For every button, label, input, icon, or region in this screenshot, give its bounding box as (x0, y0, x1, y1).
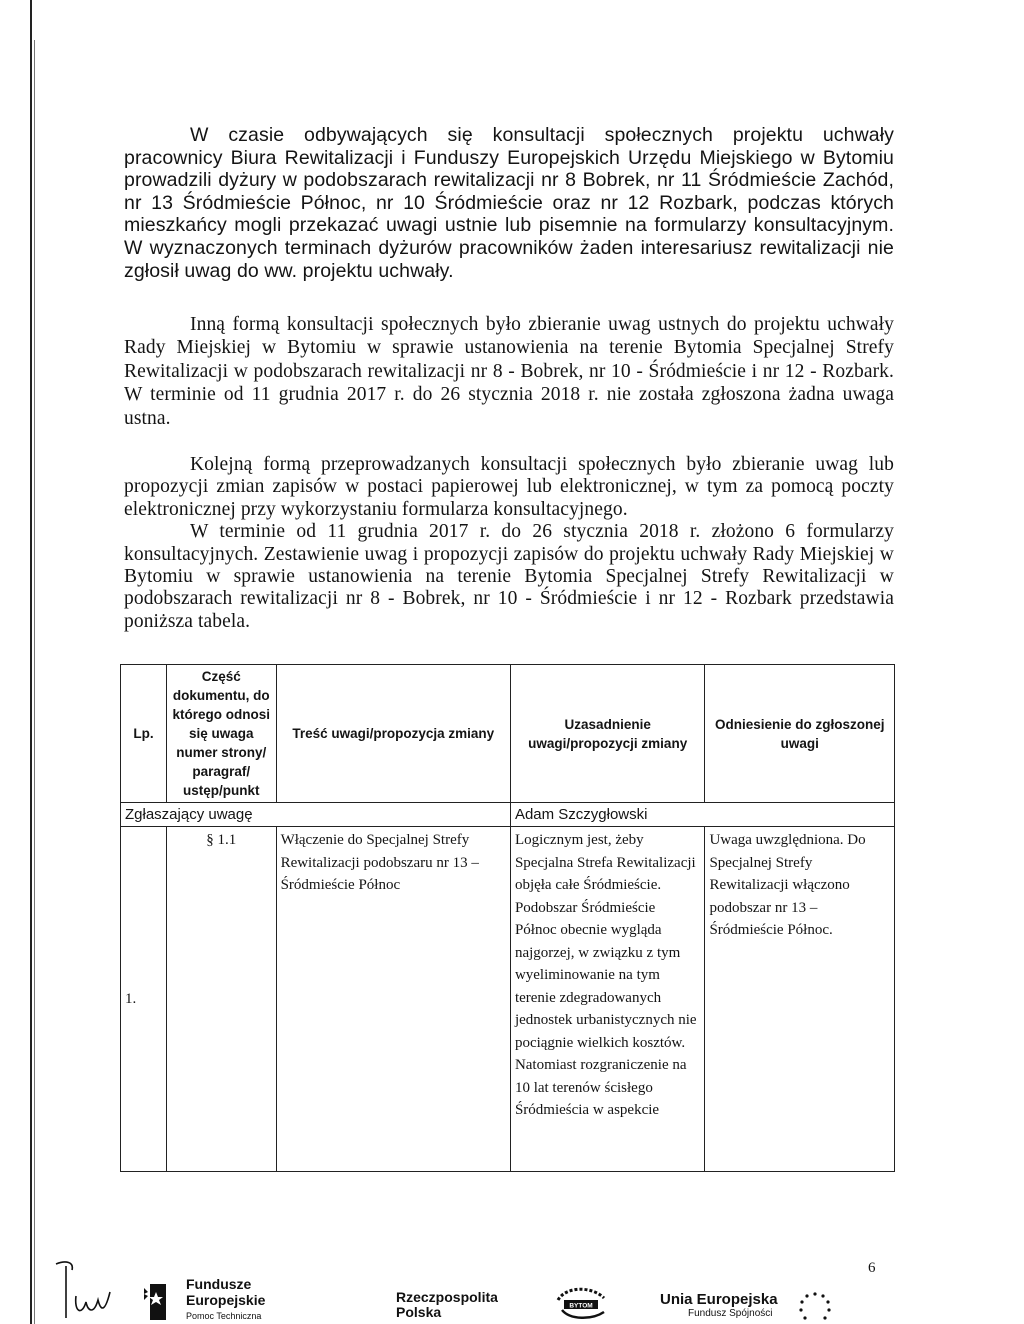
row-remark-content: Włączenie do Specjalnej Strefy Rewitalizacji podobszaru nr 13 – Śródmieście Północ (276, 827, 510, 1172)
submitter-name: Adam Szczygłowski (510, 803, 894, 827)
fe-star-icon (142, 1280, 170, 1320)
paragraph-dyzury (124, 124, 894, 282)
paragraph-uwagi-ustne (124, 313, 894, 430)
header-reference: Odniesienie do zgłoszonej uwagi (705, 665, 895, 803)
paragraph-text: Kolejną formą przeprowadzanych konsultacji społecznych było zbieranie uwag lub propozycji zmian zapisów w postaci papierowej lub elektronicznej, w tym za pomocą poczty elektronicznej przy wykorzystaniu formularza konsultacyjnego. (124, 454, 894, 520)
row-justification: Logicznym jest, żeby Specjalna Strefa Rewitalizacji objęła całe Śródmieście. Podobszar Śródmieście Północ obecnie wygląda najgorzej, w związku z tym wyeliminowanie na tym terenie zdegradowanych jednostek urbanistycznych nie pociągnie wielkich kosztów. Natomiast rozgraniczenie na 10 lat terenów ścisłego Śródmieścia w aspekcie (510, 827, 705, 1172)
bytom-crest-icon (552, 1284, 622, 1324)
handwritten-signature (52, 1256, 130, 1322)
logo-rzeczpospolita (396, 1290, 498, 1320)
paragraph-text: Inną formą konsultacji społecznych było zbieranie uwag ustnych do projektu uchwały Rady Miejskiej w Bytomiu w sprawie ustanowienia na terenie Bytomia Specjalnej Strefy Rewitalizacji w podobszarach rewitalizacji nr 8 - Bobrek, nr 10 - Śródmieście i nr 12 - Rozbark. W terminie od 11 grudnia 2017 r. do 26 stycznia 2018 r. nie została zgłoszona żadna uwaga ustna. (124, 314, 894, 429)
table-header-row (121, 665, 895, 803)
row-document-part: § 1.1 (167, 827, 277, 1172)
fe-line2: Europejskie (186, 1292, 266, 1308)
rp-line1: Rzeczpospolita (396, 1289, 498, 1305)
ue-line1: Unia Europejska (660, 1291, 778, 1308)
submitter-label: Zgłaszający uwagę (121, 803, 511, 827)
header-lp: Lp. (121, 665, 167, 803)
paragraph-formularze (124, 454, 894, 633)
page-number: 6 (868, 1260, 876, 1276)
submitter-row (121, 803, 895, 827)
eu-stars-icon (790, 1290, 840, 1324)
fe-line1: Fundusze (186, 1276, 252, 1292)
header-remark-content: Treść uwagi/propozycja zmiany (276, 665, 510, 803)
scan-edge-line-secondary (34, 40, 35, 1324)
header-justification: Uzasadnienie uwagi/propozycji zmiany (510, 665, 705, 803)
header-document-part: Część dokumentu, do którego odnosi się uwaga numer strony/ paragraf/ ustęp/punkt (167, 665, 277, 803)
ue-line2: Fundusz Spójności (688, 1308, 773, 1319)
table-row (121, 827, 895, 1172)
rp-line2: Polska (396, 1304, 442, 1320)
paragraph-text: W czasie odbywających się konsultacji społecznych projektu uchwały pracownicy Biura Rewitalizacji i Funduszy Europejskich Urzędu Miejskiego w Bytomiu prowadzili dyżury w podobszarach rewitalizacji nr 8 Bobrek, nr 11 Śródmieście Zachód, nr 13 Śródmieście Północ, nr 10 Śródmieście oraz nr 12 Rozbark, podczas których mieszkańcy mogli przekazać uwagi ustnie lub pisemnie na formularzy konsultacyjnym. W wyznaczonych terminach dyżurów pracowników żaden interesariusz rewitalizacji nie zgłosił uwag do ww. projektu uchwały. (124, 124, 894, 282)
fe-line3: Pomoc Techniczna (186, 1311, 262, 1321)
scan-edge-line (30, 0, 32, 1324)
row-reference: Uwaga uwzględniona. Do Specjalnej Strefy Rewitalizacji włączono podobszar nr 13 – Śródmieście Północ. (705, 827, 895, 1172)
consultation-table (120, 664, 895, 1172)
logo-unia-europejska (660, 1292, 778, 1320)
paragraph-text: W terminie od 11 grudnia 2017 r. do 26 stycznia 2018 r. złożono 6 formularzy konsultacyjnych. Zestawienie uwag i propozycji zapisów do projektu uchwały Rady Miejskiej w Bytomiu w sprawie ustanowienia na terenie Bytomia Specjalnej Strefy Rewitalizacji w podobszarach rewitalizacji nr 8 - Bobrek, nr 10 - Śródmieście i nr 12 - Rozbark przedstawia poniższa tabela. (124, 521, 894, 632)
bytom-text: BYTOM (569, 1302, 593, 1310)
row-lp: 1. (121, 827, 167, 1172)
